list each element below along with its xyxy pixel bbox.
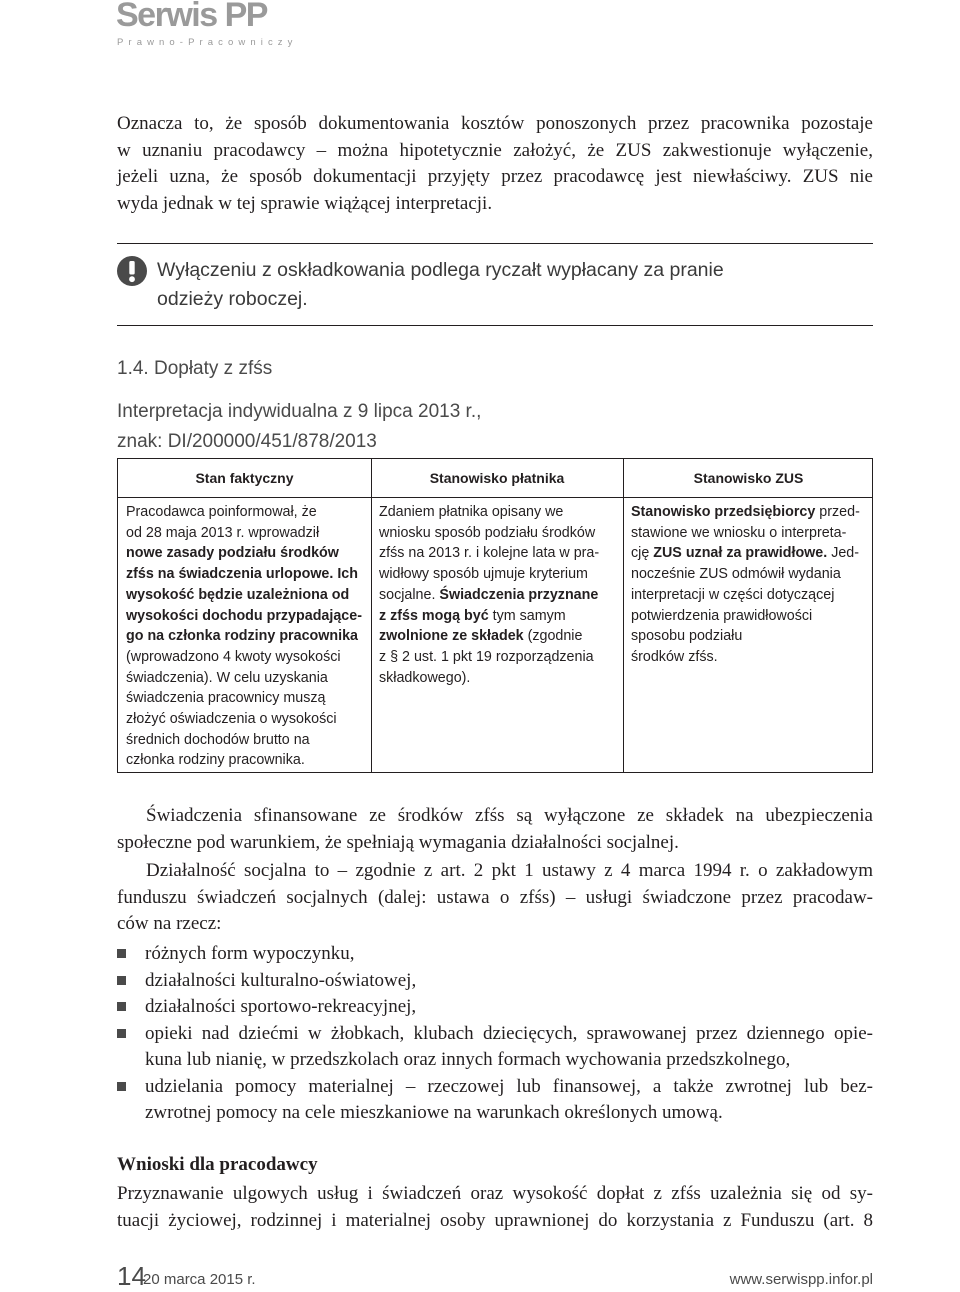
square-bullet-icon bbox=[117, 976, 126, 985]
table-cell-text: składkowego). bbox=[379, 669, 471, 686]
table-cell-line bbox=[126, 502, 366, 523]
conclusions-paragraph bbox=[117, 1181, 873, 1234]
table-cell-zus-position bbox=[631, 502, 871, 668]
alert-text bbox=[157, 256, 857, 314]
table-cell-text: potwierdzenia prawidłowości bbox=[631, 607, 813, 624]
table-cell-text: socjalne. bbox=[379, 586, 440, 603]
table-cell-text: świadczenia). W celu uzyskania bbox=[126, 669, 328, 686]
table-cell-line bbox=[379, 668, 619, 689]
footer-url: www.serwispp.infor.pl bbox=[729, 1271, 873, 1288]
table-cell-text: od 28 maja 2013 r. wprowadził bbox=[126, 524, 320, 541]
list-item-line: opieki nad dziećmi w żłobkach, klubach dziecięcych, sprawowanej przez dziennego opie- bbox=[145, 1022, 873, 1044]
alert-line: Wyłączeniu z oskładkowania podlega ryczałt wypłacany za pranie bbox=[157, 259, 724, 281]
list-item-line: działalności kulturalno-oświatowej, bbox=[145, 969, 417, 991]
table-cell-line bbox=[126, 730, 366, 751]
table-cell-line bbox=[631, 543, 871, 564]
table-cell-text: członka rodziny pracownika. bbox=[126, 752, 305, 769]
list-item-line: kuna lub nianię, w przedszkolach oraz innych formach wychowania przedszkolnego, bbox=[145, 1049, 791, 1070]
table-cell-line bbox=[126, 585, 366, 606]
table-cell-line bbox=[631, 502, 871, 523]
table-header-cell: Stanowisko ZUS bbox=[693, 470, 804, 486]
interpretation-table bbox=[117, 458, 873, 773]
table-cell-line bbox=[126, 626, 366, 647]
square-bullet-icon bbox=[117, 1082, 126, 1091]
table-cell-line bbox=[126, 647, 366, 668]
body-paragraph-1 bbox=[117, 803, 873, 856]
table-cell-line bbox=[126, 523, 366, 544]
alert-line: odzieży roboczej. bbox=[157, 288, 308, 310]
table-cell-line bbox=[379, 585, 619, 606]
table-cell-text: wysokości dochodu przypadające- bbox=[126, 607, 362, 624]
list-item-line: działalności sportowo-rekreacyjnej, bbox=[145, 996, 417, 1017]
table-cell-line bbox=[379, 523, 619, 544]
table-column-divider bbox=[371, 459, 372, 772]
table-cell-text: Jed- bbox=[827, 545, 860, 562]
table-cell-text: cję bbox=[631, 545, 654, 562]
table-cell-text: interpretacji w części dotyczącej bbox=[631, 586, 835, 603]
list-item bbox=[117, 994, 873, 1021]
table-cell-text: stawione we wniosku o interpreta- bbox=[631, 524, 847, 541]
bullet-list bbox=[117, 941, 873, 1127]
list-item bbox=[117, 968, 873, 995]
table-column-divider bbox=[623, 459, 624, 772]
table-cell-line bbox=[126, 668, 366, 689]
table-cell-text: Świadczenia przyznane bbox=[439, 586, 599, 603]
interpretation-title-line: znak: DI/200000/451/878/2013 bbox=[117, 431, 377, 452]
table-cell-line bbox=[631, 647, 871, 668]
issue-date: 20 marca 2015 r. bbox=[143, 1271, 256, 1288]
table-cell-text: Stanowisko przedsiębiorcy bbox=[631, 504, 816, 520]
conclusions-line: Przyznawanie ulgowych usług i świadczeń oraz wysokość dopłat z zfśs uzależnia się od sy- bbox=[117, 1183, 873, 1204]
square-bullet-icon bbox=[117, 949, 126, 958]
table-cell-line bbox=[631, 626, 871, 647]
body-line: Świadczenia sfinansowane ze środków zfśs są wyłączone ze składek na ubezpieczenia bbox=[146, 805, 873, 826]
logo bbox=[116, 0, 296, 52]
table-cell-line bbox=[379, 564, 619, 585]
alert-bottom-rule bbox=[117, 325, 873, 326]
intro-line: wyda jednak w tej sprawie wiążącej interpretacji. bbox=[117, 192, 493, 214]
intro-line: jeżeli uzna, że sposób dokumentacji przyjęty przez pracodawcę jest niewłaściwy. ZUS nie bbox=[117, 166, 873, 187]
table-cell-text: nowe zasady podziału środków bbox=[126, 545, 339, 562]
intro-paragraph bbox=[117, 111, 873, 217]
body-line: funduszu świadczeń socjalnych (dalej: ustawa o zfśs) – usługi świadczone przez pracodaw- bbox=[117, 886, 873, 908]
table-cell-line bbox=[126, 564, 366, 585]
table-cell-facts bbox=[126, 502, 366, 771]
table-cell-text: z zfśs mogą być bbox=[379, 607, 489, 624]
table-cell-payer-position bbox=[379, 502, 619, 688]
table-cell-line bbox=[379, 502, 619, 523]
table-cell-line bbox=[126, 688, 366, 709]
table-cell-text: wysokość będzie uzależniona od bbox=[126, 586, 350, 603]
list-item-line: różnych form wypoczynku, bbox=[145, 943, 355, 964]
table-cell-line bbox=[379, 606, 619, 627]
table-cell-line bbox=[126, 543, 366, 564]
section-title: 1.4. Dopłaty z zfśs bbox=[117, 358, 273, 379]
body-line: Działalność socjalna to – zgodnie z art. 2 pkt 1 ustawy z 4 marca 1994 r. o zakładowym bbox=[146, 860, 873, 881]
list-item-line: zwrotnej pomocy na cele mieszkaniowe na warunkach określonych umową. bbox=[145, 1102, 723, 1123]
list-item bbox=[117, 1074, 873, 1127]
exclamation-icon bbox=[117, 256, 147, 286]
table-cell-text: świadczenia pracownicy muszą bbox=[126, 690, 326, 707]
table-header-cell: Stanowisko płatnika bbox=[429, 470, 565, 486]
table-header-row bbox=[118, 459, 872, 498]
table-cell-text: wniosku sposób podziału środków bbox=[379, 524, 596, 541]
list-item bbox=[117, 941, 873, 968]
table-header-cell: Stan faktyczny bbox=[195, 470, 294, 486]
table-cell-text: nocześnie ZUS odmówił wydania bbox=[631, 566, 841, 583]
body-paragraph-2 bbox=[117, 858, 873, 938]
intro-line: w uznaniu pracodawcy – można hipotetycznie założyć, że ZUS zakwestionuje wyłączenie, bbox=[117, 139, 873, 161]
logo-main-text: Serwis PP bbox=[116, 0, 267, 34]
table-cell-line bbox=[631, 606, 871, 627]
table-cell-line bbox=[126, 750, 366, 771]
table-cell-text: sposobu podziału bbox=[631, 628, 743, 645]
conclusions-line: tuacji życiowej, rodzinnej i materialnej osoby uprawnionej do korzystania z Funduszu (art. 8 bbox=[117, 1209, 873, 1231]
logo-sub-text: Prawno-Pracowniczy bbox=[117, 37, 298, 48]
square-bullet-icon bbox=[117, 1029, 126, 1038]
list-item bbox=[117, 1021, 873, 1074]
table-cell-text: przed- bbox=[815, 504, 860, 520]
alert-top-rule bbox=[117, 243, 873, 244]
list-item-line: udzielania pomocy materialnej – rzeczowej lub finansowej, a także zwrotnej lub bez- bbox=[145, 1075, 873, 1097]
table-cell-line bbox=[631, 585, 871, 606]
body-line: społeczne pod warunkiem, że spełniają wymagania działalności socjalnej. bbox=[117, 831, 679, 853]
conclusions-heading: Wnioski dla pracodawcy bbox=[117, 1154, 318, 1175]
table-cell-text: ZUS uznał za prawidłowe. bbox=[653, 545, 828, 562]
table-cell-line bbox=[631, 564, 871, 585]
table-cell-text: Pracodawca poinformował, że bbox=[126, 504, 317, 520]
table-cell-line bbox=[126, 709, 366, 730]
table-cell-text: (zgodnie bbox=[523, 628, 583, 645]
table-cell-text: złożyć oświadczenia o wysokości bbox=[126, 711, 337, 728]
interpretation-title-line: Interpretacja indywidualna z 9 lipca 2013 r., bbox=[117, 401, 482, 422]
table-cell-text: zwolnione ze składek bbox=[379, 628, 524, 645]
table-cell-text: widłowy sposób ujmuje kryterium bbox=[379, 566, 588, 583]
table-cell-text: (wprowadzono 4 kwoty wysokości bbox=[126, 648, 341, 665]
table-cell-text: Zdaniem płatnika opisany we bbox=[379, 504, 564, 520]
table-cell-text: środków zfśs. bbox=[631, 648, 718, 665]
body-line: ców na rzecz: bbox=[117, 913, 222, 934]
table-cell-line bbox=[126, 606, 366, 627]
table-cell-text: zfśs na 2013 r. i kolejne lata w pra- bbox=[379, 545, 600, 562]
table-cell-text: go na członka rodziny pracownika bbox=[126, 628, 358, 645]
table-cell-line bbox=[379, 626, 619, 647]
table-cell-text: z § 2 ust. 1 pkt 19 rozporządzenia bbox=[379, 648, 594, 665]
table-cell-line bbox=[379, 543, 619, 564]
table-cell-line bbox=[631, 523, 871, 544]
table-cell-text: średnich dochodów brutto na bbox=[126, 731, 310, 748]
intro-line: Oznacza to, że sposób dokumentowania kosztów ponoszonych przez pracownika pozostaje bbox=[117, 113, 873, 134]
table-cell-text: tym samym bbox=[488, 607, 566, 624]
page-number: 14 bbox=[117, 1261, 146, 1291]
interpretation-title bbox=[117, 397, 481, 457]
table-cell-text: zfśs na świadczenia urlopowe. Ich bbox=[126, 566, 358, 583]
table-cell-line bbox=[379, 647, 619, 668]
square-bullet-icon bbox=[117, 1002, 126, 1011]
